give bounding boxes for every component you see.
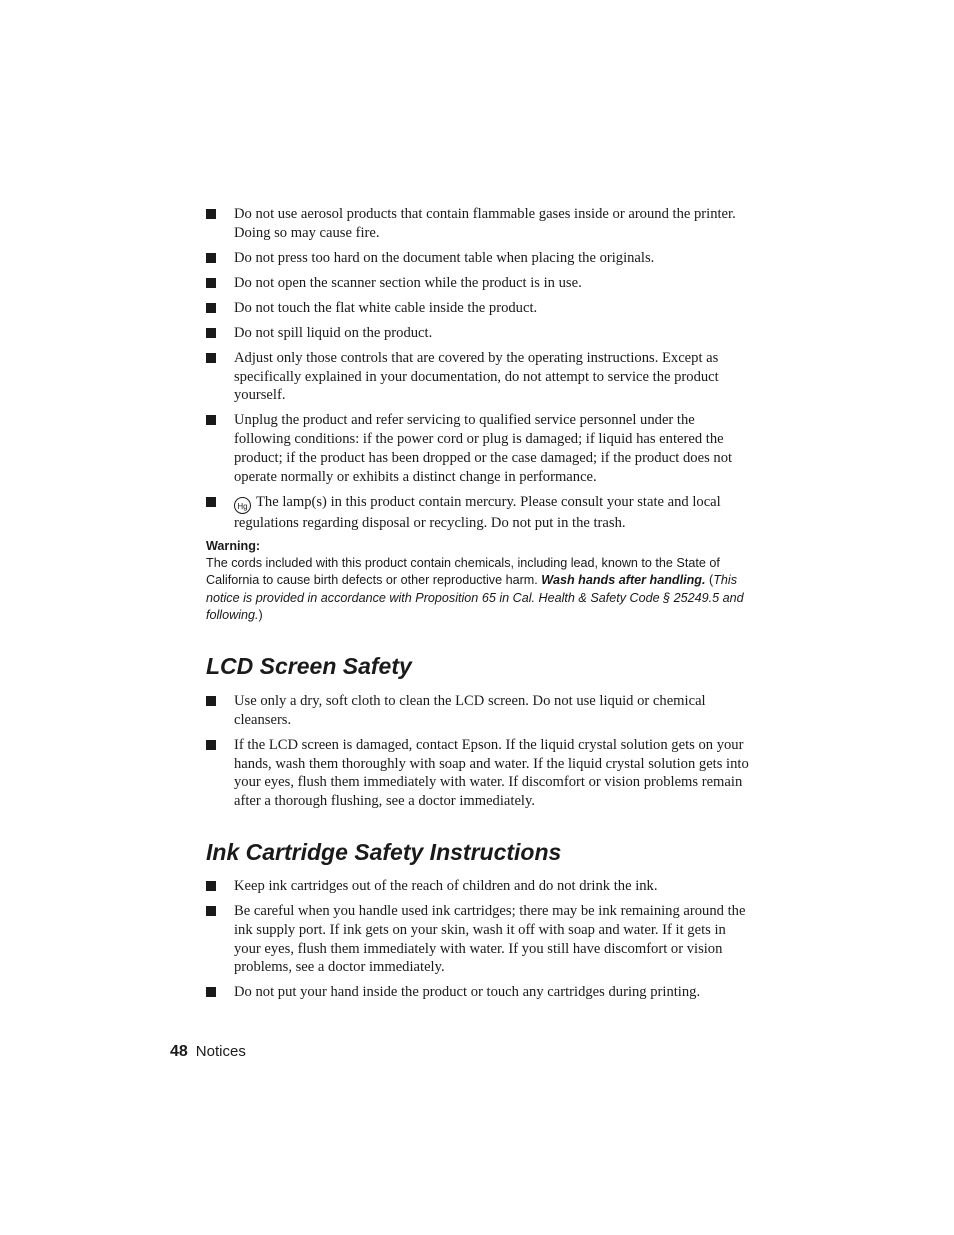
list-item xyxy=(206,299,751,318)
mercury-list-item xyxy=(206,493,751,533)
page-footer xyxy=(170,1042,246,1062)
list-item-text: Do not put your hand inside the product or touch any cartridges during printing. xyxy=(234,984,701,1001)
bullet-square-icon xyxy=(206,987,216,997)
ink-section-heading: Ink Cartridge Safety Instructions xyxy=(206,839,562,865)
list-item xyxy=(206,205,751,243)
list-item-text: If the LCD screen is damaged, contact Epson. If the liquid crystal solution gets on your hands, wash them thoroughly with soap and water. If the liquid crystal solution gets into your eyes, flush them immediately with water. If discomfort or vision problems remain after a thorough flushing, see a doctor immediately. xyxy=(234,736,749,810)
list-item-text: The lamp(s) in this product contain mercury. Please consult your state and local regulations regarding disposal or recycling. Do not put in the trash. xyxy=(234,493,721,531)
warning-title: Warning: xyxy=(206,539,261,553)
list-item-text: Adjust only those controls that are covered by the operating instructions. Except as specifically explained in your documentation, do not attempt to service the product yourself. xyxy=(234,349,719,404)
list-item xyxy=(206,349,751,405)
list-item xyxy=(206,324,751,343)
warning-paren-close: ) xyxy=(258,607,263,622)
warning-text: The cords included with this product contain chemicals, including lead, known to the State of California to cause birth defects or other reproductive harm. xyxy=(206,556,720,588)
lcd-section-heading: LCD Screen Safety xyxy=(206,653,412,679)
bullet-square-icon xyxy=(206,278,216,288)
bullet-square-icon xyxy=(206,740,216,750)
lcd-bullet-list xyxy=(206,692,751,817)
list-item xyxy=(206,411,751,486)
list-item xyxy=(206,274,751,293)
bullet-square-icon xyxy=(206,303,216,313)
bullet-square-icon xyxy=(206,906,216,916)
warning-emphasis: Wash hands after handling. xyxy=(541,573,706,588)
bullet-square-icon xyxy=(206,253,216,263)
warning-paren-open: ( xyxy=(705,573,714,588)
list-item-text: Keep ink cartridges out of the reach of children and do not drink the ink. xyxy=(234,878,658,894)
bullet-square-icon xyxy=(206,328,216,338)
list-item xyxy=(206,902,751,977)
list-item-text: Be careful when you handle used ink cartridges; there may be ink remaining around the ink supply port. If ink gets on your skin, wash it off with soap and water. If it gets in your eyes, flush them immediately with water. If you still have discomfort or vision problems, see a doctor immediately. xyxy=(234,902,746,976)
bullet-square-icon xyxy=(206,696,216,706)
list-item-text: Do not open the scanner section while the product is in use. xyxy=(234,274,582,291)
page-number: 48 xyxy=(170,1043,188,1060)
list-item-text: Do not touch the flat white cable inside the product. xyxy=(234,299,538,316)
footer-section-name: Notices xyxy=(195,1043,246,1060)
safety-bullet-list xyxy=(206,205,751,539)
mercury-hg-icon: Hg xyxy=(234,497,251,514)
list-item-text: Do not press too hard on the document table when placing the originals. xyxy=(234,249,655,266)
list-item-text: Use only a dry, soft cloth to clean the LCD screen. Do not use liquid or chemical cleansers. xyxy=(234,693,706,728)
list-item-text: Do not use aerosol products that contain flammable gases inside or around the printer. Doing so may cause fire. xyxy=(234,206,736,241)
bullet-square-icon xyxy=(206,497,216,507)
prop65-warning xyxy=(206,538,751,624)
bullet-square-icon xyxy=(206,415,216,425)
list-item xyxy=(206,736,751,811)
list-item xyxy=(206,249,751,268)
list-item xyxy=(206,877,751,896)
warning-body xyxy=(206,555,751,624)
bullet-square-icon xyxy=(206,353,216,363)
list-item-text: Unplug the product and refer servicing to qualified service personnel under the following conditions: if the power cord or plug is damaged; if liquid has entered the product; if the product has been dropped or the case damaged; if the product does not operate normally or exhibits a distinct change in performance. xyxy=(234,412,733,485)
ink-bullet-list xyxy=(206,877,751,1008)
list-item xyxy=(206,983,751,1002)
list-item-text: Do not spill liquid on the product. xyxy=(234,324,433,341)
bullet-square-icon xyxy=(206,881,216,891)
warning-note: This notice is provided in accordance with Proposition 65 in Cal. Health & Safety Code § 25249.5 and following. xyxy=(206,573,744,622)
bullet-square-icon xyxy=(206,209,216,219)
list-item xyxy=(206,692,751,730)
